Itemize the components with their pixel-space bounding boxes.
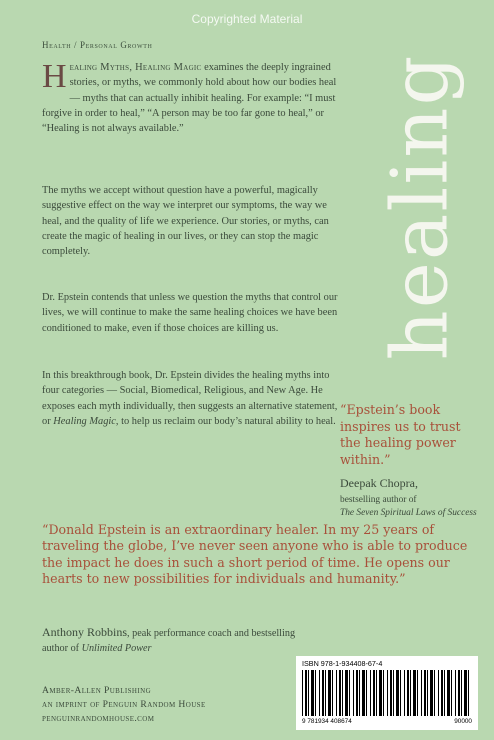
chopra-credit-text: bestselling author of	[340, 495, 417, 505]
category-label: Health / Personal Growth	[42, 40, 153, 50]
robbins-attribution	[42, 625, 302, 656]
robbins-book-title: Unlimited Power	[81, 643, 152, 654]
chopra-name: Deepak Chopra,	[340, 476, 418, 490]
description-paragraph-2: The myths we accept without question have a powerful, magically suggestive effect on the way we interpret our symptoms, the way we heal, and the quality of life we experience. Our stories, or myths, can create the magic of healing in our lives, or they can stop the magic completely.	[42, 185, 329, 258]
barcode-digits-right: 90000	[454, 718, 472, 725]
robbins-credit-text: , peak performance coach and bestselling author of	[42, 628, 296, 654]
paragraph-1-text: examines the deeply ingrained stories, or myths, we commonly hold about how our bodies heal — myths that can actually inhibit healing. For example: “I must forgive in order to heal,” “A person may be too far gone to heal,” or “Healing is not always available.”	[42, 62, 337, 135]
isbn-number: ISBN 978-1-934408-67-4	[302, 659, 383, 668]
robbins-quote: “Donald Epstein is an extraordinary healer. In my 25 years of traveling the globe, I’ve never seen anyone who is able to produce the impact he does in such a short period of time. He opens our hearts to new possibilities for individuals and humanity.”	[42, 522, 468, 586]
chopra-book-title: The Seven Spiritual Laws of Success	[340, 508, 477, 518]
description-paragraph-1	[42, 60, 342, 136]
paragraph-4-text-end: , to help us reclaim our body’s natural ability to heal.	[115, 415, 336, 427]
healing-magic-italic: Healing Magic	[53, 415, 116, 427]
description-paragraph-4	[42, 368, 342, 429]
healing-title-vertical	[350, 42, 490, 372]
chopra-quote: “Epstein’s book inspires us to trust the healing power within.”	[340, 402, 461, 467]
healing-title-text: healing	[375, 53, 465, 361]
description-paragraph-3: Dr. Epstein contends that unless we question the myths that control our lives, we will continue to make the same healing choices we have been conditioned to make, even if those choices are killing us.	[42, 292, 338, 334]
publisher-website: penguinrandomhouse.com	[42, 712, 155, 724]
isbn-barcode	[296, 656, 478, 730]
barcode-bars	[302, 670, 472, 716]
robbins-name: Anthony Robbins	[42, 625, 128, 639]
copyright-watermark: Copyrighted Material	[191, 12, 303, 26]
drop-cap: H	[42, 58, 67, 95]
publisher-name: Amber-Allen Publishing	[42, 685, 152, 696]
chopra-credit	[340, 494, 480, 520]
paragraph-4-text-start: In this breakthrough book, Dr. Epstein divides the healing myths into four categories — Social, Biomedical, Religious, and New Age. He exposes each myth individually, then suggests an alternative statement, or	[42, 370, 338, 427]
barcode-digits-left: 9 781934 408674	[302, 718, 352, 725]
publisher-imprint: an imprint of Penguin Random House	[42, 698, 206, 710]
barcode-digits	[302, 718, 472, 725]
book-title-inline: ealing Myths, Healing Magic	[69, 62, 202, 73]
